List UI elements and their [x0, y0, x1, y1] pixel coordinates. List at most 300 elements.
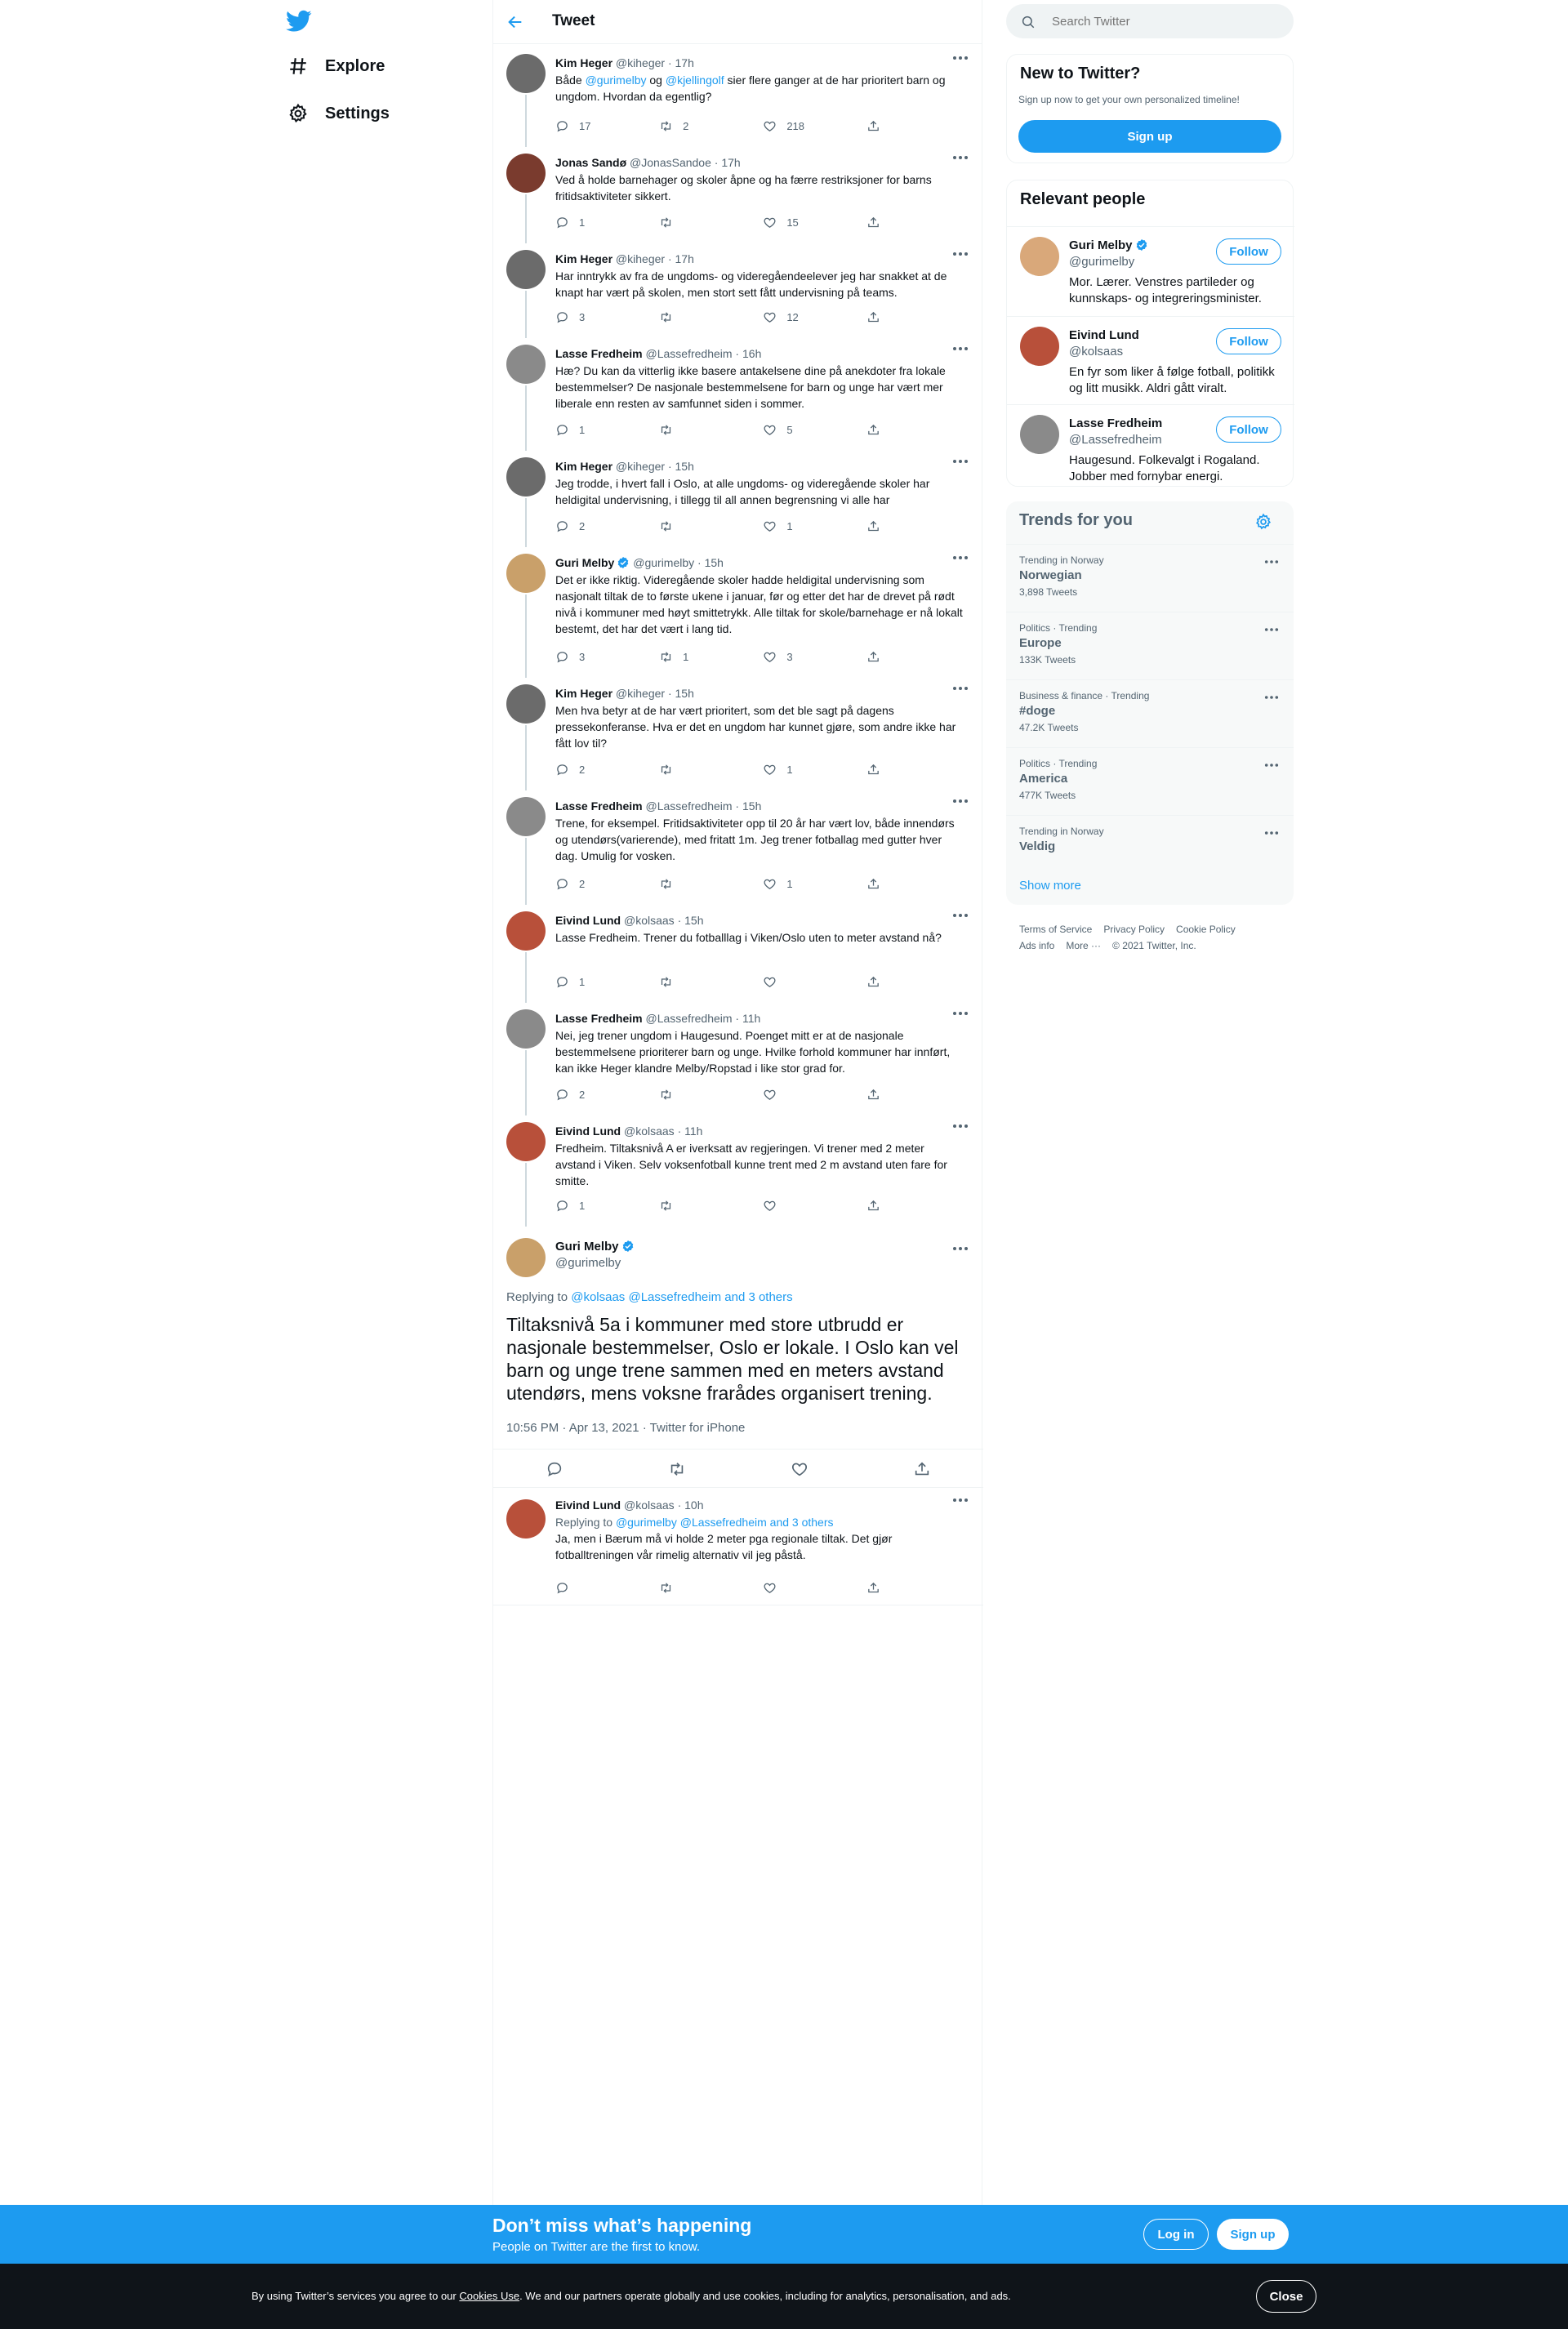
share-button[interactable] — [866, 648, 898, 665]
like-icon — [763, 423, 777, 437]
like-button[interactable] — [763, 761, 866, 777]
log-in-button[interactable]: Log in — [1143, 2219, 1209, 2250]
more-options-icon[interactable] — [1264, 559, 1279, 564]
author-name[interactable]: Kim Heger — [555, 252, 613, 265]
thread-tweet[interactable] — [493, 242, 983, 336]
more-options-icon[interactable] — [952, 346, 969, 351]
back-arrow-icon[interactable] — [506, 13, 524, 31]
thread-tweet[interactable] — [493, 676, 983, 789]
trend-name: Norwegian — [1019, 568, 1082, 582]
person-name-row — [1069, 328, 1139, 342]
tweet-actions — [555, 118, 898, 134]
tweet-time[interactable]: 15h — [675, 687, 694, 700]
focused-author-row — [555, 1240, 635, 1254]
reply-count: 1 — [579, 216, 586, 229]
page-header — [493, 0, 982, 44]
tweet-actions — [555, 309, 898, 325]
like-button[interactable] — [763, 1086, 866, 1102]
mention-link[interactable]: @gurimelby — [585, 73, 647, 87]
reply-button[interactable] — [555, 875, 659, 892]
author-name[interactable]: Guri Melby — [555, 556, 615, 569]
share-button[interactable] — [866, 118, 898, 134]
more-options-icon[interactable] — [952, 1124, 969, 1129]
trend-context: Trending in Norway — [1019, 826, 1104, 837]
reply-button[interactable] — [555, 761, 659, 777]
reply-button[interactable] — [555, 1086, 659, 1102]
trend-count: 133K Tweets — [1019, 654, 1076, 666]
avatar[interactable] — [506, 1009, 546, 1049]
tweet-time[interactable]: 16h — [742, 347, 762, 360]
person-name-row — [1069, 238, 1148, 252]
more-options-icon[interactable] — [952, 686, 969, 691]
retweet-icon — [659, 877, 673, 891]
share-icon — [866, 975, 880, 989]
more-options-icon[interactable] — [952, 799, 969, 804]
more-options-icon[interactable] — [952, 56, 969, 60]
thread-tweet[interactable] — [493, 145, 983, 242]
trend-name: Europe — [1019, 636, 1062, 650]
nav-explore-label: Explore — [325, 56, 385, 75]
share-button[interactable] — [866, 1086, 898, 1102]
banner-subtitle: People on Twitter are the first to know. — [492, 2240, 701, 2254]
reply-button[interactable] — [555, 309, 659, 325]
reply-button[interactable] — [555, 118, 659, 134]
person-name[interactable]: Guri Melby — [1069, 238, 1133, 252]
trends-settings-icon[interactable] — [1254, 513, 1272, 531]
like-icon — [763, 1581, 777, 1595]
author-handle[interactable]: @kolsaas — [624, 1124, 675, 1138]
trend-context: Politics · Trending — [1019, 622, 1098, 634]
like-button[interactable] — [763, 1197, 866, 1213]
trend-item[interactable] — [1006, 612, 1294, 679]
retweet-icon — [659, 216, 673, 229]
retweet-icon — [659, 975, 673, 989]
author-name[interactable]: Eivind Lund — [555, 1124, 621, 1138]
search-bar[interactable] — [1006, 4, 1294, 38]
avatar[interactable] — [506, 345, 546, 384]
reply-icon — [555, 877, 569, 891]
ads-info-link[interactable]: Ads info — [1019, 940, 1055, 951]
author-name[interactable]: Lasse Fredheim — [555, 347, 643, 360]
share-icon[interactable] — [913, 1460, 931, 1478]
like-icon[interactable] — [791, 1460, 808, 1478]
more-options-icon[interactable] — [1264, 627, 1279, 632]
like-button[interactable] — [763, 875, 866, 892]
share-icon — [866, 310, 880, 324]
reply-icon — [555, 1199, 569, 1213]
trend-context: Business & finance · Trending — [1019, 690, 1150, 701]
author-name[interactable]: Guri Melby — [555, 1240, 619, 1254]
retweet-button[interactable] — [659, 761, 763, 777]
more-options-icon[interactable] — [952, 1011, 969, 1016]
author-handle[interactable]: @kolsaas — [624, 1498, 675, 1512]
like-button[interactable] — [763, 214, 866, 230]
reply-button[interactable] — [555, 214, 659, 230]
trend-name: #doge — [1019, 704, 1056, 718]
thread-line — [525, 498, 527, 547]
share-button[interactable] — [866, 421, 898, 438]
avatar[interactable] — [506, 911, 546, 951]
tweet-time[interactable]: 15h — [742, 799, 762, 813]
new-to-twitter-card — [1006, 54, 1294, 163]
tweet-header: Kim Heger @kiheger · 17h — [555, 56, 694, 69]
cookie-policy-link[interactable]: Cookie Policy — [1176, 924, 1236, 935]
trend-item[interactable] — [1006, 679, 1294, 747]
tweet-text-part: Lasse Fredheim. Trener du fotballlag i Viken/Oslo uten to meter avstand nå? — [555, 931, 942, 944]
avatar[interactable] — [506, 54, 546, 93]
tweet-time[interactable]: 15h — [684, 914, 704, 927]
banner-sign-up-button[interactable]: Sign up — [1217, 2219, 1289, 2250]
tweet-time[interactable]: 17h — [675, 252, 694, 265]
reply-count: 2 — [579, 763, 586, 776]
author-handle[interactable]: @kiheger — [615, 56, 666, 69]
twitter-logo-icon[interactable] — [286, 10, 315, 34]
more-options-icon[interactable] — [952, 459, 969, 464]
tweet-time[interactable]: 17h — [675, 56, 694, 69]
like-button[interactable] — [763, 518, 866, 534]
focused-action-bar — [493, 1449, 983, 1488]
tweet-text — [555, 1140, 964, 1189]
tweet-header: Kim Heger @kiheger · 15h — [555, 687, 694, 700]
thread-line — [525, 594, 527, 678]
author-handle[interactable]: @Lassefredheim — [645, 347, 733, 360]
tweet-text-part: Jeg trodde, i hvert fall i Oslo, at alle ungdoms- og videregående skoler har heldigital undervisning, i tillegg til all annen begrensning vi alle har — [555, 477, 930, 506]
person-bio: En fyr som liker å følge fotball, politikk og litt musikk. Aldri gått viralt. — [1069, 365, 1275, 395]
new-to-twitter-title: New to Twitter? — [1020, 65, 1141, 82]
trend-name: America — [1019, 772, 1068, 786]
more-options-icon[interactable] — [1264, 831, 1279, 835]
retweet-icon — [659, 1088, 673, 1102]
thread-tweet[interactable] — [493, 336, 983, 449]
relevant-people-title: Relevant people — [1020, 190, 1146, 208]
retweet-icon — [659, 519, 673, 533]
author-name[interactable]: Kim Heger — [555, 460, 613, 473]
author-name[interactable]: Lasse Fredheim — [555, 799, 643, 813]
tweet-time[interactable]: 17h — [721, 156, 741, 169]
reply-icon — [555, 650, 569, 664]
tweet-header: Lasse Fredheim @Lassefredheim · 11h — [555, 1012, 761, 1025]
reply-icon — [555, 975, 569, 989]
author-handle[interactable]: @JonasSandoe — [630, 156, 711, 169]
retweet-button[interactable] — [659, 875, 763, 892]
retweet-button[interactable] — [659, 309, 763, 325]
share-icon — [866, 877, 880, 891]
tweet-header: Jonas Sandø @JonasSandoe · 17h — [555, 156, 741, 169]
tweet-text-part: Både — [555, 73, 586, 87]
author-name[interactable]: Lasse Fredheim — [555, 1012, 643, 1025]
tweet-actions — [555, 518, 898, 534]
share-button[interactable] — [866, 973, 898, 990]
author-handle[interactable]: @kolsaas — [624, 914, 675, 927]
reply-button[interactable] — [555, 973, 659, 990]
tweet-header: Eivind Lund @kolsaas · 11h — [555, 1124, 703, 1138]
reply-count: 3 — [579, 310, 586, 323]
reply-tweet[interactable] — [493, 1488, 983, 1605]
thread-line — [525, 291, 527, 338]
like-count: 1 — [786, 519, 793, 532]
search-icon — [1021, 15, 1036, 29]
cookie-text-pre: By using Twitter’s services you agree to our — [252, 2290, 460, 2302]
thread-line — [525, 725, 527, 790]
retweet-button[interactable] — [659, 518, 763, 534]
share-button[interactable] — [866, 309, 898, 325]
like-button[interactable] — [763, 648, 866, 665]
avatar[interactable] — [1020, 327, 1059, 366]
retweet-button[interactable] — [659, 421, 763, 438]
tweet-time[interactable]: 11h — [684, 1124, 703, 1138]
person-handle[interactable]: @gurimelby — [1069, 255, 1135, 269]
avatar[interactable] — [506, 1238, 546, 1277]
show-more-link[interactable]: Show more — [1019, 879, 1081, 893]
tweet-header: Guri Melby @gurimelby · 15h — [555, 556, 724, 569]
tweet-timestamp[interactable]: 10:56 PM · Apr 13, 2021 · Twitter for iPhone — [506, 1421, 746, 1435]
tweet-header: Kim Heger @kiheger · 15h — [555, 460, 694, 473]
tweet-text — [555, 1027, 964, 1076]
sign-up-button[interactable]: Sign up — [1018, 120, 1281, 153]
reply-icon[interactable] — [546, 1460, 564, 1478]
author-handle[interactable]: @kiheger — [615, 252, 666, 265]
share-button[interactable] — [866, 761, 898, 777]
share-button[interactable] — [866, 214, 898, 230]
privacy-link[interactable]: Privacy Policy — [1103, 924, 1165, 935]
trend-item[interactable] — [1006, 747, 1294, 815]
search-input[interactable] — [1052, 4, 1281, 38]
person-name-row — [1069, 416, 1162, 430]
tweet-text — [555, 815, 964, 864]
footer-links — [1019, 921, 1289, 954]
tweet-actions — [555, 1579, 898, 1596]
more-options-icon[interactable] — [952, 555, 969, 560]
tweet-text-part: Har inntrykk av fra de ungdoms- og videregåendeelever jeg har snakket at de knapt har vært på skolen, men stort sett fått undervisning på teams. — [555, 269, 947, 299]
reply-count: 1 — [579, 423, 586, 436]
cookie-text-post: . We and our partners operate globally and use cookies, including for analytics, personalisation, and ads. — [519, 2290, 1011, 2302]
person-name[interactable]: Eivind Lund — [1069, 328, 1139, 342]
share-button[interactable] — [866, 1197, 898, 1213]
author-name[interactable]: Eivind Lund — [555, 914, 621, 927]
avatar[interactable] — [506, 154, 546, 193]
tweet-actions — [555, 214, 898, 230]
tweet-actions — [555, 761, 898, 777]
follow-button[interactable]: Follow — [1216, 238, 1281, 265]
share-button[interactable] — [866, 875, 898, 892]
author-handle[interactable]: @gurimelby — [633, 556, 695, 569]
more-options-icon[interactable] — [952, 155, 969, 160]
avatar[interactable] — [506, 554, 546, 593]
share-icon — [866, 650, 880, 664]
author-handle[interactable]: @Lassefredheim — [645, 1012, 733, 1025]
trends-title: Trends for you — [1019, 511, 1133, 529]
retweet-icon — [659, 1199, 673, 1213]
retweet-button[interactable] — [659, 1197, 763, 1213]
tweet-time[interactable]: 15h — [675, 460, 694, 473]
avatar[interactable] — [506, 797, 546, 836]
like-icon — [763, 310, 777, 324]
new-to-twitter-subtitle: Sign up now to get your own personalized timeline! — [1018, 94, 1240, 105]
avatar[interactable] — [506, 1499, 546, 1539]
like-button[interactable] — [763, 421, 866, 438]
reply-count: 2 — [579, 877, 586, 890]
tweet-text-part: Det er ikke riktig. Videregående skoler hadde heldigital undervisning som nasjonalt tiltak de to første ukene i januar, før og etter det har de drevet på rødt nivå i kommuner med høyt smittetrykk. Alle tiltak for skole/barnehage er nå lokalt bestemt, det har det vært i lang tid. — [555, 573, 963, 635]
like-icon — [763, 763, 777, 777]
tweet-actions — [555, 875, 898, 892]
mention-link[interactable]: @kjellingolf — [665, 73, 724, 87]
reply-button[interactable] — [555, 648, 659, 665]
nav-explore[interactable] — [287, 56, 385, 77]
tweet-text-part: Fredheim. Tiltaksnivå A er iverksatt av regjeringen. Vi trener med 2 meter avstand i Viken. Selv voksenfotball kunne trent med 2 m avstand uten fare for smitte. — [555, 1142, 947, 1187]
terms-link[interactable]: Terms of Service — [1019, 924, 1093, 935]
retweet-button[interactable] — [659, 118, 763, 134]
reply-icon — [555, 763, 569, 777]
share-icon — [866, 1199, 880, 1213]
tweet-time[interactable]: 10h — [684, 1498, 704, 1512]
like-icon — [763, 1088, 777, 1102]
thread-tweet[interactable] — [493, 789, 983, 903]
avatar[interactable] — [506, 1122, 546, 1161]
cookie-notice — [0, 2264, 1568, 2329]
avatar[interactable] — [506, 457, 546, 497]
tweet-actions — [555, 421, 898, 438]
person-item[interactable] — [1007, 226, 1294, 316]
person-handle[interactable]: @Lassefredheim — [1069, 433, 1162, 447]
author-handle[interactable]: @Lassefredheim — [645, 799, 733, 813]
replying-prefix: Replying to — [506, 1290, 572, 1304]
more-link[interactable]: More ··· — [1066, 940, 1102, 951]
replying-prefix: Replying to — [555, 1516, 616, 1529]
like-icon — [763, 119, 777, 133]
tweet-text-part: Trene, for eksempel. Fritidsaktiviteter opp til 20 år har vært lov, både innendørs og utendørs(varierende), med fritatt 1m. Jeg trener fotballag med gutter hver dag. Umulig for vosken. — [555, 817, 955, 862]
tweet-text — [555, 72, 964, 105]
nav-settings-label: Settings — [325, 104, 390, 122]
author-name[interactable]: Jonas Sandø — [555, 156, 627, 169]
thread-line — [525, 952, 527, 1003]
avatar[interactable] — [1020, 415, 1059, 454]
share-icon — [866, 423, 880, 437]
reply-button[interactable] — [555, 421, 659, 438]
cookies-use-link[interactable]: Cookies Use — [459, 2290, 520, 2302]
avatar[interactable] — [1020, 237, 1059, 276]
reply-count: 17 — [579, 119, 591, 132]
avatar[interactable] — [506, 684, 546, 724]
more-options-icon[interactable] — [952, 913, 969, 918]
replying-to-link[interactable]: @gurimelby @Lassefredheim and 3 others — [615, 1516, 834, 1529]
tweet-time[interactable]: 11h — [742, 1012, 761, 1025]
reply-icon — [555, 1581, 569, 1595]
trend-item[interactable] — [1006, 544, 1294, 612]
author-name[interactable]: Eivind Lund — [555, 1498, 621, 1512]
tweet-time[interactable]: 15h — [704, 556, 724, 569]
share-icon — [866, 1581, 880, 1595]
thread-tweet[interactable] — [493, 1114, 983, 1225]
tweet-text-part: sier flere ganger at de har prioritert barn og ungdom. Hvordan da egentlig? — [555, 73, 946, 103]
like-button[interactable] — [763, 118, 866, 134]
author-name[interactable]: Kim Heger — [555, 687, 613, 700]
reply-icon — [555, 519, 569, 533]
person-name[interactable]: Lasse Fredheim — [1069, 416, 1163, 430]
verified-badge-icon — [617, 556, 630, 569]
hashtag-icon — [287, 56, 309, 77]
author-name[interactable]: Kim Heger — [555, 56, 613, 69]
more-options-icon[interactable] — [952, 252, 969, 256]
share-icon — [866, 1088, 880, 1102]
like-button[interactable] — [763, 1579, 866, 1596]
retweet-button[interactable] — [659, 648, 763, 665]
retweet-icon — [659, 763, 673, 777]
like-count: 3 — [786, 650, 793, 663]
trend-context: Politics · Trending — [1019, 758, 1098, 769]
nav-settings[interactable] — [287, 103, 390, 124]
signup-banner — [0, 2205, 1568, 2264]
like-button[interactable] — [763, 309, 866, 325]
reply-button[interactable] — [555, 1579, 659, 1596]
tweet-header: Lasse Fredheim @Lassefredheim · 15h — [555, 799, 762, 813]
reply-icon — [555, 423, 569, 437]
replying-to-link[interactable]: @kolsaas @Lassefredheim and 3 others — [571, 1290, 793, 1304]
retweet-button[interactable] — [659, 973, 763, 990]
retweet-icon[interactable] — [668, 1460, 686, 1478]
focused-tweet-text: Tiltaksnivå 5a i kommuner med store utbrudd er nasjonale bestemmelser, Oslo er lokale. I Oslo kan vel barn og unge trene sammen med en meters avstand utendørs, mens voksne frarådes organisert trening. — [506, 1314, 959, 1404]
trend-name: Veldig — [1019, 839, 1056, 853]
follow-button[interactable]: Follow — [1216, 328, 1281, 354]
retweet-button[interactable] — [659, 1086, 763, 1102]
author-handle[interactable]: @kiheger — [615, 460, 666, 473]
share-button[interactable] — [866, 518, 898, 534]
tweet-header: Kim Heger @kiheger · 17h — [555, 252, 694, 265]
like-icon — [763, 877, 777, 891]
relevant-people-card — [1006, 180, 1294, 487]
tweet-text — [555, 363, 964, 412]
more-options-icon[interactable] — [952, 1498, 969, 1503]
retweet-button[interactable] — [659, 1579, 763, 1596]
banner-headline: Don’t miss what’s happening — [492, 2215, 752, 2236]
retweet-icon — [659, 310, 673, 324]
tweet-text-part: Ved å holde barnehager og skoler åpne og ha færre restriksjoner for barns fritidsaktiviteter sikkert. — [555, 173, 932, 203]
like-icon — [763, 975, 777, 989]
share-button[interactable] — [866, 1579, 898, 1596]
follow-button[interactable]: Follow — [1216, 416, 1281, 443]
like-count: 218 — [786, 119, 805, 132]
tweet-header: Lasse Fredheim @Lassefredheim · 16h — [555, 347, 762, 360]
retweet-button[interactable] — [659, 214, 763, 230]
like-icon — [763, 519, 777, 533]
thread-line — [525, 385, 527, 451]
avatar[interactable] — [506, 250, 546, 289]
thread-line — [525, 95, 527, 147]
author-handle[interactable]: @kiheger — [615, 687, 666, 700]
thread-tweet[interactable] — [493, 46, 983, 145]
thread-tweet[interactable] — [493, 1001, 983, 1114]
reply-count: 1 — [579, 1199, 586, 1212]
author-handle[interactable]: @gurimelby — [555, 1256, 621, 1270]
gear-icon — [287, 103, 309, 124]
left-navigation — [270, 0, 490, 2205]
like-count: 12 — [786, 310, 799, 323]
reply-button[interactable] — [555, 518, 659, 534]
person-item[interactable] — [1007, 316, 1294, 406]
person-handle[interactable]: @kolsaas — [1069, 345, 1124, 358]
thread-tweet[interactable] — [493, 903, 983, 1001]
more-options-icon[interactable] — [952, 1246, 969, 1251]
retweet-icon — [659, 650, 673, 664]
thread-tweet[interactable] — [493, 546, 983, 676]
more-options-icon[interactable] — [1264, 763, 1279, 768]
reply-button[interactable] — [555, 1197, 659, 1213]
more-options-icon[interactable] — [1264, 695, 1279, 700]
person-item[interactable] — [1007, 404, 1294, 488]
like-button[interactable] — [763, 973, 866, 990]
close-cookie-button[interactable]: Close — [1256, 2280, 1316, 2313]
thread-tweet[interactable] — [493, 449, 983, 546]
trend-item[interactable] — [1006, 815, 1294, 883]
